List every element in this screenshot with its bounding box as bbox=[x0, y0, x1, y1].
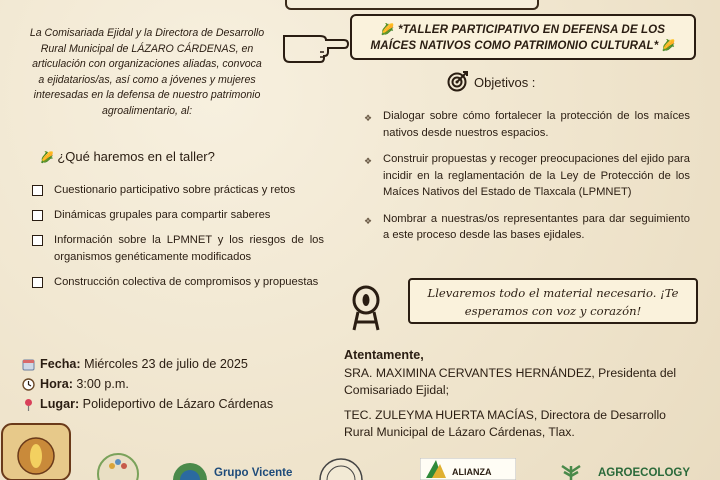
agenda-list bbox=[32, 182, 324, 299]
closing-text: Atentamente, bbox=[344, 348, 424, 362]
bullet-icon: ❖ bbox=[364, 113, 373, 123]
workshop-title bbox=[350, 14, 696, 60]
calendar-icon bbox=[22, 358, 35, 371]
university-seal-logo bbox=[318, 456, 364, 480]
signer-1: SRA. MAXIMINA CERVANTES HERNÁNDEZ, Presidenta del Comisariado Ejidal; bbox=[344, 365, 677, 397]
hourglass-icon bbox=[348, 284, 384, 332]
place-value: Polideportivo de Lázaro Cárdenas bbox=[79, 397, 274, 411]
quote-box bbox=[408, 278, 698, 324]
event-details bbox=[22, 354, 273, 414]
checkbox-icon bbox=[32, 235, 43, 246]
place-label: Lugar: bbox=[40, 397, 80, 411]
corn-icon: 🌽 bbox=[661, 40, 676, 52]
alianza-text: ALIANZA bbox=[452, 467, 492, 477]
pointing-hand-icon bbox=[280, 22, 350, 66]
signer-2: TEC. ZULEYMA HUERTA MACÍAS, Directora de Desarrollo Rural Municipal de Lázaro Cárdenas, Tlax. bbox=[344, 407, 666, 439]
list-item-text: Cuestionario participativo sobre prácticas y retos bbox=[54, 184, 296, 196]
date-label: Fecha: bbox=[40, 357, 81, 371]
agroecology-text: AGROECOLOGY bbox=[598, 467, 691, 479]
objectives-list bbox=[364, 108, 690, 254]
list-item-text: Construir propuestas y recoger preocupaciones del ejido para incidir en la reglamentación de la Ley de Protección de los Maíces Nativos del Estado de Tlaxcala (LPMNET) bbox=[383, 153, 690, 198]
bullet-icon: ❖ bbox=[364, 215, 373, 226]
objectives-heading bbox=[446, 75, 535, 90]
title-line-2: MAÍCES NATIVOS COMO PATRIMONIO CULTURAL* bbox=[370, 39, 659, 52]
clock-icon bbox=[22, 378, 35, 391]
leaf-logo bbox=[556, 462, 586, 480]
quote-line-1: Llevaremos todo el material necesario. ¡Te bbox=[427, 286, 679, 300]
date-value: Miércoles 23 de julio de 2025 bbox=[80, 357, 248, 371]
pin-icon bbox=[22, 398, 35, 411]
flower-logo bbox=[96, 452, 140, 480]
time-value: 3:00 p.m. bbox=[72, 377, 129, 391]
list-item-text: Construcción colectiva de compromisos y propuestas bbox=[54, 276, 319, 288]
list-item-text: Información sobre la LPMNET y los riesgos de los organismos genéticamente modificados bbox=[54, 234, 324, 263]
checkbox-icon bbox=[32, 210, 43, 221]
checkbox-icon bbox=[32, 277, 43, 288]
title-line-1: *TALLER PARTICIPATIVO EN DEFENSA DE LOS bbox=[397, 23, 666, 36]
list-item bbox=[32, 182, 324, 199]
list-item-text: Nombrar a nuestras/os representantes para dar seguimiento a este proceso desde las bases ejidales. bbox=[383, 212, 690, 241]
list-item bbox=[32, 232, 324, 266]
top-decorative-bar bbox=[285, 0, 539, 10]
list-item-text: Dinámicas grupales para compartir saberes bbox=[54, 209, 271, 221]
grupo-vicente-logo bbox=[170, 462, 210, 480]
quote-line-2: esperamos con voz y corazón! bbox=[464, 304, 642, 318]
grupo-vicente-text: Grupo Vicente bbox=[214, 467, 293, 479]
time-row bbox=[22, 374, 273, 394]
list-item bbox=[364, 108, 690, 141]
list-item bbox=[364, 211, 690, 244]
checkbox-icon bbox=[32, 185, 43, 196]
date-row bbox=[22, 354, 273, 374]
alianza-biocultural-logo bbox=[0, 422, 72, 480]
corn-icon: 🌽 bbox=[380, 24, 395, 36]
list-item bbox=[364, 151, 690, 201]
list-item-text: Dialogar sobre cómo fortalecer la protección de los maíces nativos desde nuestros espacios. bbox=[383, 110, 690, 139]
list-item bbox=[32, 274, 324, 291]
list-item bbox=[32, 207, 324, 224]
bullet-icon: ❖ bbox=[364, 156, 373, 166]
agenda-heading-text: ¿Qué haremos en el taller? bbox=[57, 149, 215, 164]
objectives-heading-text: Objetivos : bbox=[474, 75, 536, 90]
agenda-heading bbox=[40, 149, 215, 164]
corn-icon: 🌽 bbox=[40, 152, 54, 164]
place-row bbox=[22, 394, 273, 414]
intro-paragraph: La Comisariada Ejidal y la Directora de Desarrollo Rural Municipal de LÁZARO CÁRDENAS, en articulación con organizaciones aliadas, convoca a ejidatarios/as, así como a jóvenes y mujeres interesadas en la defensa de nuestro patrimonio agroalimentario, al: bbox=[29, 27, 265, 117]
signature-block bbox=[344, 347, 694, 442]
time-label: Hora: bbox=[40, 377, 73, 391]
